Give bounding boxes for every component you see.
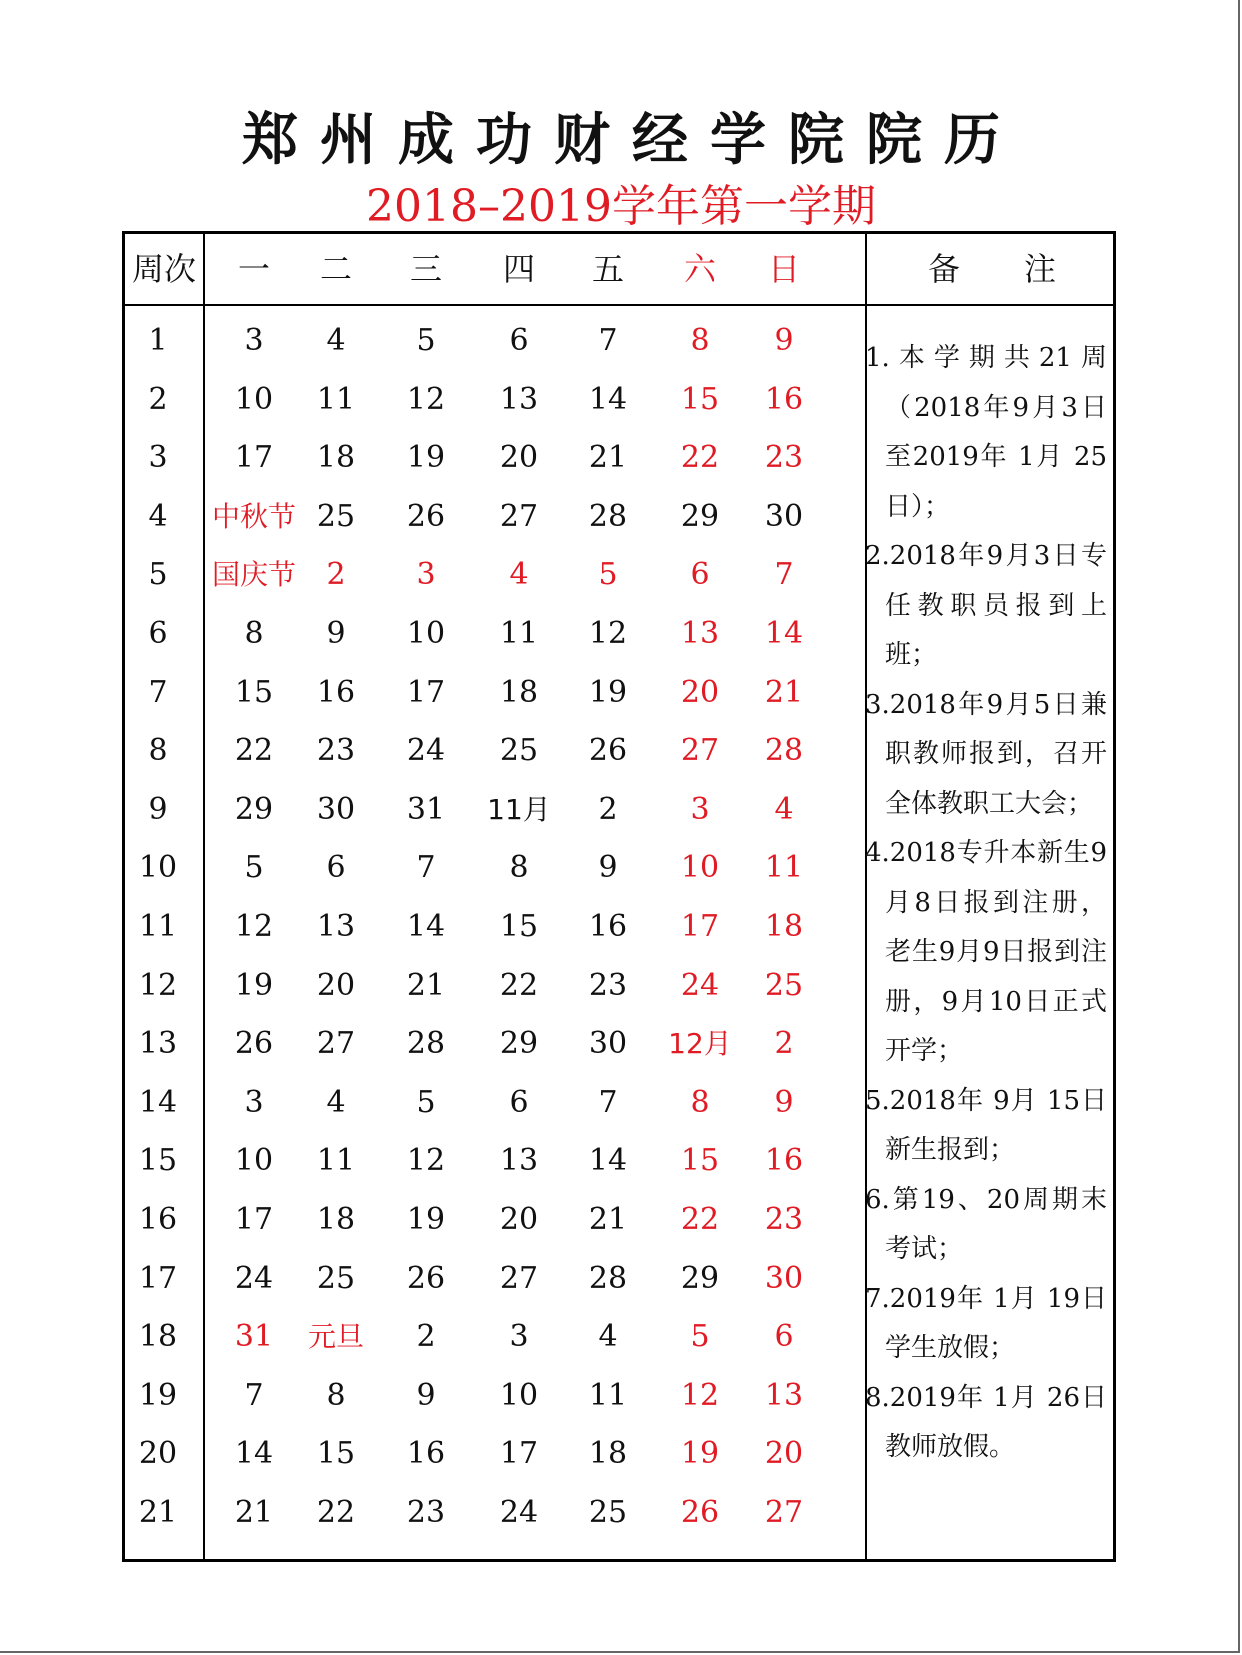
day-cell: 7 [244, 1377, 264, 1413]
day-cell: 18 [499, 674, 539, 710]
day-cell: 中秋节 [211, 499, 296, 533]
day-cell: 14 [406, 909, 446, 944]
day-cell: 20 [316, 967, 356, 1003]
day-cell: 2 [598, 791, 618, 827]
calendar-table [122, 231, 1116, 1562]
day-cell: 20 [499, 1202, 539, 1237]
day-cell: 5 [598, 557, 618, 593]
day-cell: 7 [416, 850, 436, 886]
day-cell: 21 [588, 440, 628, 476]
day-cell: 21 [234, 1495, 274, 1530]
day-cell: 18 [764, 909, 804, 944]
header-day-sat: 六 [683, 250, 716, 288]
day-cell: 8 [690, 323, 710, 358]
day-cell: 12 [406, 381, 446, 417]
remark-item: 1.本学期共21周（2018年9月3日至2019年 1月 25日）； [865, 343, 1107, 522]
day-cell: 26 [680, 1495, 720, 1530]
day-cell: 11月 [487, 792, 551, 826]
day-cell: 8 [690, 1084, 710, 1120]
day-cell: 25 [588, 1495, 628, 1530]
day-cell: 5 [416, 323, 436, 358]
header-day-sun: 日 [767, 250, 800, 288]
day-cell: 25 [316, 498, 356, 534]
day-cell: 14 [588, 381, 628, 417]
day-cell: 15 [499, 909, 539, 944]
day-cell: 4 [774, 791, 794, 827]
day-cell: 22 [316, 1495, 356, 1530]
day-cell: 27 [680, 733, 720, 769]
day-cell: 29 [234, 791, 274, 827]
day-cell: 13 [764, 1377, 804, 1413]
day-cell: 22 [499, 967, 539, 1003]
week-number: 3 [148, 440, 168, 476]
day-cell: 7 [598, 1084, 618, 1120]
day-cell: 19 [234, 967, 274, 1003]
day-cell: 29 [680, 1260, 720, 1296]
day-cell: 7 [598, 323, 618, 358]
day-cell: 20 [680, 674, 720, 710]
header-day-thu: 四 [502, 250, 535, 288]
day-cell: 9 [416, 1377, 436, 1413]
remark-item: 4.2018专升本新生9月8日报到注册，老生9月9日报到注册，9月10日正式开学； [865, 838, 1107, 1066]
day-cell: 14 [234, 1436, 274, 1472]
day-cell: 11 [316, 381, 356, 417]
day-cell: 3 [244, 1084, 264, 1120]
day-cell: 9 [774, 1084, 794, 1120]
day-cell: 28 [764, 733, 804, 769]
day-cell: 15 [234, 674, 274, 710]
day-cell: 13 [499, 381, 539, 417]
day-cell: 11 [764, 850, 804, 886]
day-cell: 3 [416, 557, 436, 593]
week-number: 5 [148, 557, 168, 593]
week-number: 16 [138, 1202, 178, 1237]
day-cell: 4 [326, 1084, 346, 1120]
day-cell: 8 [244, 616, 264, 651]
day-cell: 16 [588, 909, 628, 944]
day-cell: 5 [690, 1319, 710, 1355]
day-cell: 26 [406, 498, 446, 534]
day-cell: 22 [680, 1202, 720, 1237]
day-cell: 29 [499, 1026, 539, 1062]
day-cell: 3 [244, 323, 264, 358]
day-cell: 24 [680, 967, 720, 1003]
day-cell: 4 [509, 557, 529, 593]
day-cell: 21 [764, 674, 804, 710]
day-cell: 8 [509, 850, 529, 886]
day-cell: 12 [406, 1143, 446, 1179]
day-cell: 20 [499, 440, 539, 476]
day-cell: 16 [764, 381, 804, 417]
day-cell: 10 [234, 1143, 274, 1179]
day-cell: 18 [316, 440, 356, 476]
day-cell: 14 [764, 616, 804, 651]
remark-item: 2.2018年9月3日专任教职员报到上班； [865, 541, 1107, 670]
day-cell: 19 [680, 1436, 720, 1472]
day-cell: 2 [416, 1319, 436, 1355]
day-cell: 3 [690, 791, 710, 827]
day-cell: 27 [764, 1495, 804, 1530]
day-cell: 25 [764, 967, 804, 1003]
day-cell: 10 [499, 1377, 539, 1413]
day-cell: 3 [509, 1319, 529, 1355]
week-column-divider [203, 234, 205, 1559]
week-number: 1 [148, 323, 168, 358]
day-cell: 18 [316, 1202, 356, 1237]
week-number: 21 [138, 1495, 178, 1530]
week-number: 8 [148, 733, 168, 769]
day-cell: 27 [316, 1026, 356, 1062]
day-cell: 10 [406, 616, 446, 651]
week-number: 12 [138, 967, 178, 1003]
day-cell: 24 [406, 733, 446, 769]
header-week: 周次 [131, 250, 196, 288]
header-remarks: 备 注 [927, 250, 1056, 288]
remark-item: 5.2018年 9月 15日新生报到； [865, 1085, 1107, 1165]
day-cell: 28 [588, 1260, 628, 1296]
week-number: 4 [148, 498, 168, 534]
week-number: 17 [138, 1260, 178, 1296]
day-cell: 15 [680, 1143, 720, 1179]
day-cell: 6 [509, 323, 529, 358]
day-cell: 25 [499, 733, 539, 769]
day-cell: 11 [588, 1377, 628, 1413]
day-cell: 23 [588, 967, 628, 1003]
day-cell: 12 [234, 909, 274, 944]
day-cell: 22 [680, 440, 720, 476]
day-cell: 17 [499, 1436, 539, 1472]
day-cell: 2 [774, 1026, 794, 1062]
day-cell: 13 [316, 909, 356, 944]
day-cell: 29 [680, 498, 720, 534]
day-cell: 23 [764, 440, 804, 476]
day-cell: 13 [680, 616, 720, 651]
week-number: 13 [138, 1026, 178, 1062]
day-cell: 24 [499, 1495, 539, 1530]
day-cell: 26 [588, 733, 628, 769]
header-day-fri: 五 [591, 250, 624, 288]
header-day-wed: 三 [409, 250, 442, 288]
week-number: 10 [138, 850, 178, 886]
day-cell: 27 [499, 1260, 539, 1296]
day-cell: 4 [598, 1319, 618, 1355]
day-cell: 16 [406, 1436, 446, 1472]
day-cell: 12月 [668, 1027, 732, 1061]
day-cell: 6 [509, 1084, 529, 1120]
day-cell: 24 [234, 1260, 274, 1296]
day-cell: 31 [406, 791, 446, 827]
day-cell: 12 [588, 616, 628, 651]
day-cell: 26 [234, 1026, 274, 1062]
week-number: 11 [138, 909, 178, 944]
day-cell: 27 [499, 498, 539, 534]
remark-item: 6.第19、20周期末考试； [865, 1184, 1107, 1264]
day-cell: 8 [326, 1377, 346, 1413]
day-cell: 19 [588, 674, 628, 710]
day-cell: 4 [326, 323, 346, 358]
day-cell: 9 [326, 616, 346, 651]
week-number: 6 [148, 616, 168, 651]
day-cell: 16 [316, 674, 356, 710]
day-cell: 6 [690, 557, 710, 593]
day-cell: 元旦 [307, 1320, 364, 1354]
day-cell: 23 [316, 733, 356, 769]
day-cell: 15 [680, 381, 720, 417]
day-cell: 23 [764, 1202, 804, 1237]
day-cell: 22 [234, 733, 274, 769]
day-cell: 12 [680, 1377, 720, 1413]
remark-item: 3.2018年9月5日兼职教师报到，召开全体教职工大会； [865, 689, 1107, 819]
day-cell: 21 [406, 967, 446, 1003]
day-cell: 9 [774, 323, 794, 358]
page-title: 郑州成功财经学院院历 [242, 108, 1022, 173]
remark-item: 7.2019年 1月 19日学生放假； [865, 1283, 1107, 1363]
day-cell: 9 [598, 850, 618, 886]
day-cell: 21 [588, 1202, 628, 1237]
day-cell: 6 [326, 850, 346, 886]
day-cell: 23 [406, 1495, 446, 1530]
day-cell: 20 [764, 1436, 804, 1472]
day-cell: 10 [680, 850, 720, 886]
day-cell: 26 [406, 1260, 446, 1296]
day-cell: 5 [416, 1084, 436, 1120]
header-day-tue: 二 [319, 250, 352, 288]
day-cell: 11 [316, 1143, 356, 1179]
day-cell: 18 [588, 1436, 628, 1472]
page-subtitle: 2018–2019学年第一学期 [366, 181, 876, 232]
day-cell: 14 [588, 1143, 628, 1179]
day-cell: 10 [234, 381, 274, 417]
week-number: 15 [138, 1143, 178, 1179]
day-cell: 30 [316, 791, 356, 827]
week-number: 18 [138, 1319, 178, 1355]
day-cell: 6 [774, 1319, 794, 1355]
week-number: 9 [148, 791, 168, 827]
day-cell: 28 [588, 498, 628, 534]
day-cell: 30 [764, 1260, 804, 1296]
remarks-list [865, 334, 1107, 1473]
day-cell: 30 [588, 1026, 628, 1062]
day-cell: 2 [326, 557, 346, 593]
day-cell: 17 [234, 440, 274, 476]
day-cell: 17 [406, 674, 446, 710]
header-divider [125, 304, 1113, 306]
week-number: 14 [138, 1084, 178, 1120]
week-number: 7 [148, 674, 168, 710]
day-cell: 25 [316, 1260, 356, 1296]
day-cell: 7 [774, 557, 794, 593]
day-cell: 5 [244, 850, 264, 886]
day-cell: 17 [680, 909, 720, 944]
day-cell: 国庆节 [211, 558, 296, 592]
day-cell: 13 [499, 1143, 539, 1179]
header-day-mon: 一 [237, 250, 270, 288]
day-cell: 15 [316, 1436, 356, 1472]
day-cell: 19 [406, 1202, 446, 1237]
day-cell: 11 [499, 616, 539, 651]
day-cell: 30 [764, 498, 804, 534]
week-number: 19 [138, 1377, 178, 1413]
day-cell: 16 [764, 1143, 804, 1179]
day-cell: 19 [406, 440, 446, 476]
remark-item: 8.2019年 1月 26日教师放假。 [865, 1382, 1107, 1462]
day-cell: 17 [234, 1202, 274, 1237]
day-cell: 31 [234, 1319, 274, 1355]
week-number: 20 [138, 1436, 178, 1472]
day-cell: 28 [406, 1026, 446, 1062]
week-number: 2 [148, 381, 168, 417]
